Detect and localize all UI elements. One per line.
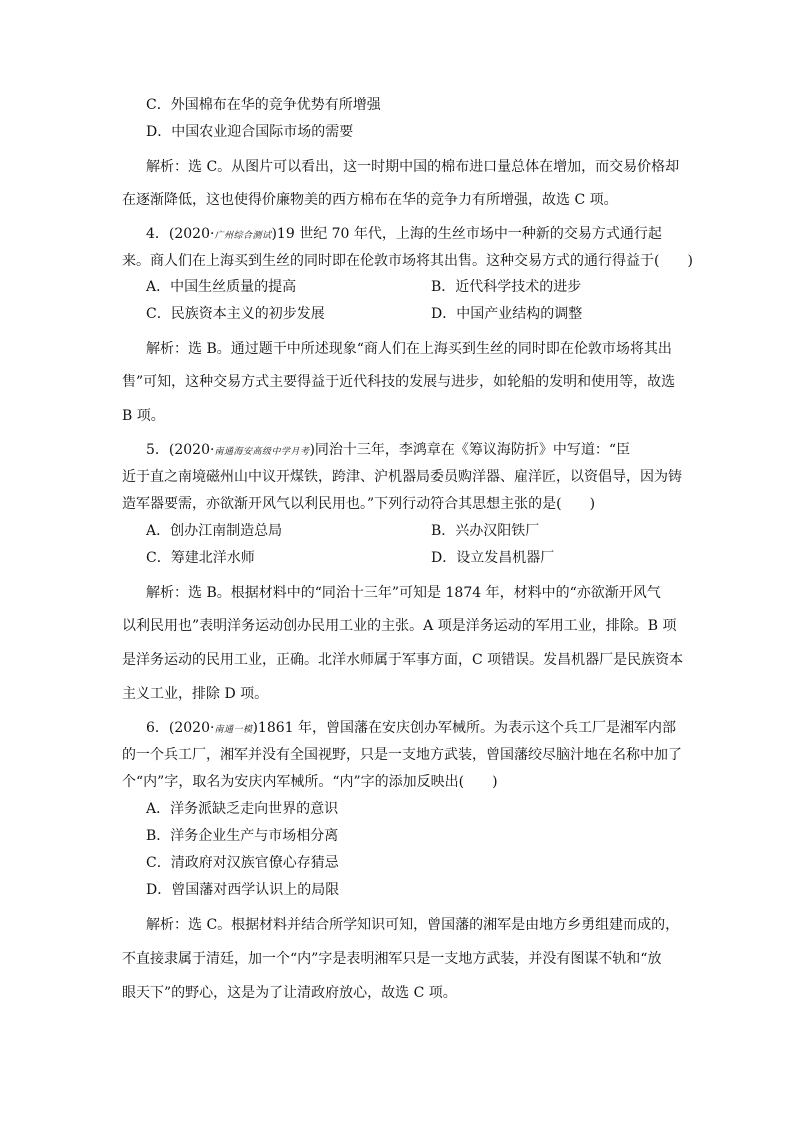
q4-option-d: D．中国产业结构的调整 xyxy=(431,306,583,322)
q4-answer-line-3: B 项。 xyxy=(122,408,165,424)
q6-answer-line-1: 解析：选 C。根据材料并结合所学知识可知，曾国藩的湘军是由地方乡勇组建而成的， xyxy=(146,917,680,933)
q6-number: 6．(2020· xyxy=(146,720,215,736)
q3-answer-line-1: 解析：选 C。从图片可以看出，这一时期中国的棉布进口量总体在增加，而交易价格却 xyxy=(146,159,680,175)
q5-stem-line-3: 造军器要需，亦欲渐开风气以利民用也。”下列行动符合其思想主张的是( ) xyxy=(122,496,596,512)
q6-option-d: D．曾国藩对西学认识上的局限 xyxy=(146,882,340,898)
q4-stem-text: )19 世纪 70 年代，上海的生丝市场中一种新的交易方式通行起 xyxy=(271,226,662,242)
q6-answer-line-2: 不直接隶属于清廷，加一个“内”字是表明湘军只是一支地方武装，并没有图谋不轨和“放 xyxy=(122,951,662,967)
q4-number: 4．(2020· xyxy=(146,226,215,242)
q5-answer-line-1: 解析：选 B。根据材料中的“同治十三年”可知是 1874 年，材料中的“亦欲渐开风气 xyxy=(146,585,661,601)
q5-option-b: B．兴办汉阳铁厂 xyxy=(431,523,540,539)
q4-option-a: A．中国生丝质量的提高 xyxy=(146,279,297,295)
q4-stem-line-2: 来。商人们在上海买到生丝的同时即在伦敦市场将其出售。这种交易方式的通行得益于( ) xyxy=(122,253,693,269)
q6-option-b: B．洋务企业生产与市场相分离 xyxy=(146,828,339,844)
q4-stem-line-1 xyxy=(146,225,662,245)
q6-stem-line-3: 个“内”字，取名为安庆内军械所。“内”字的添加反映出( ) xyxy=(122,774,498,790)
q6-answer-line-3: 眼天下”的野心，这是为了让清政府放心，故选 C 项。 xyxy=(122,985,457,1001)
q5-answer-line-3: 是洋务运动的民用工业，正确。北洋水师属于军事方面，C 项错误。发昌机器厂是民族资本 xyxy=(122,652,684,668)
q5-number: 5．(2020· xyxy=(146,442,215,458)
q6-option-c: C．清政府对汉族官僚心存猜忌 xyxy=(146,855,339,871)
q5-option-c: C．筹建北洋水师 xyxy=(146,550,255,566)
q3-option-d: D．中国农业迎合国际市场的需要 xyxy=(146,124,354,140)
q6-stem-text: )1861 年，曾国藩在安庆创办军械所。为表示这个兵工厂是湘军内部 xyxy=(252,720,677,736)
q3-option-c: C．外国棉布在华的竞争优势有所增强 xyxy=(146,97,381,113)
q5-option-a: A．创办江南制造总局 xyxy=(146,523,283,539)
q6-stem-line-1 xyxy=(146,719,676,739)
q5-stem-line-1 xyxy=(146,441,630,461)
q4-source: 广州综合测试 xyxy=(214,231,272,241)
q5-answer-line-2: 以利民用也”表明洋务运动创办民用工业的主张。A 项是洋务运动的军用工业，排除。B 项 xyxy=(122,618,677,634)
q5-stem-line-2: 近于直之南境磁州山中议开煤铁，跨津、沪机器局委员购洋器、雇洋匠，以资倡导，因为铸 xyxy=(122,469,682,485)
q4-option-b: B．近代科学技术的进步 xyxy=(431,279,582,295)
q3-answer-line-2: 在逐渐降低，这也使得价廉物美的西方棉布在华的竞争力有所增强，故选 C 项。 xyxy=(122,192,618,208)
q4-answer-line-1: 解析：选 B。通过题干中所述现象“商人们在上海买到生丝的同时即在伦敦市场将其出 xyxy=(146,341,672,357)
q4-answer-line-2: 售”可知，这种交易方式主要得益于近代科技的发展与进步，如轮船的发明和使用等，故选 xyxy=(122,374,676,390)
q4-option-c: C．民族资本主义的初步发展 xyxy=(146,306,325,322)
q5-stem-text: )同治十三年，李鸿章在《筹议海防折》中写道：“臣 xyxy=(309,442,631,458)
q5-source: 南通海安高级中学月考 xyxy=(214,447,310,457)
q5-option-d: D．设立发昌机器厂 xyxy=(431,550,555,566)
q6-stem-line-2: 的一个兵工厂，湘军并没有全国视野，只是一支地方武装，曾国藩绞尽脑汁地在名称中加了 xyxy=(122,747,682,763)
q6-source: 南通一模 xyxy=(214,725,253,735)
q5-answer-line-4: 主义工业，排除 D 项。 xyxy=(122,686,269,702)
q6-option-a: A．洋务派缺乏走向世界的意识 xyxy=(146,801,339,817)
